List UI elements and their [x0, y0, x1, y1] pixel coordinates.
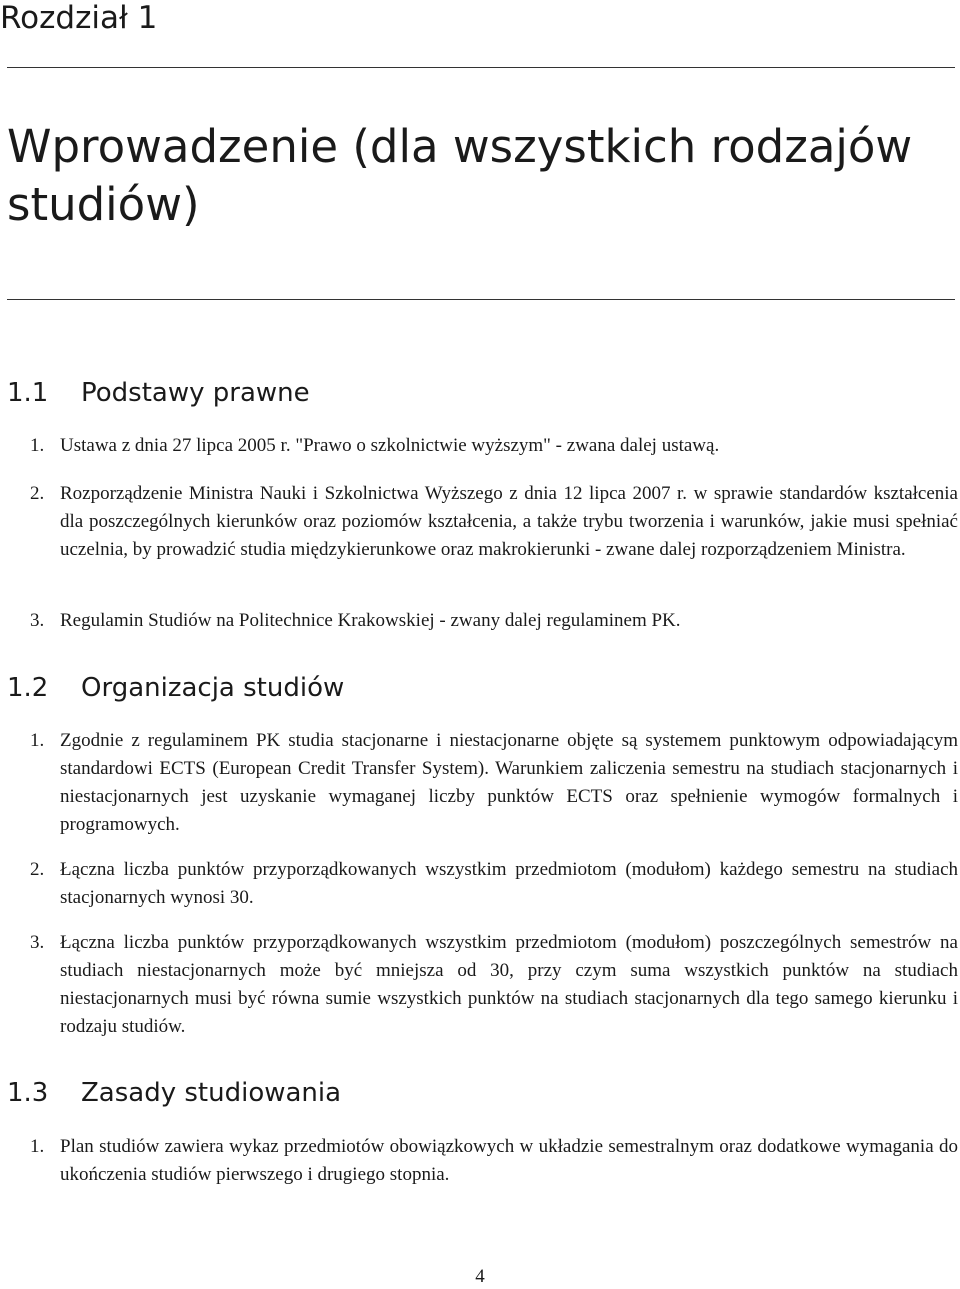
top-rule [7, 67, 955, 68]
list-item [30, 607, 958, 635]
chapter-title: Wprowadzenie (dla wszystkich rodzajów studiów) [7, 120, 913, 231]
section-title: Zasady studiowania [81, 1078, 342, 1108]
item-number: 3. [30, 610, 45, 631]
item-number: 1. [30, 730, 45, 751]
list-item [30, 929, 958, 1041]
section-number: 1.1 [7, 378, 49, 408]
item-number: 2. [30, 483, 45, 504]
page-number: 4 [475, 1266, 485, 1287]
list-item [30, 432, 958, 460]
list-item [30, 1133, 958, 1189]
item-text: Rozporządzenie Ministra Nauki i Szkolnictwa Wyższego z dnia 12 lipca 2007 r. w sprawie standardów kształcenia dla poszczególnych kierunków oraz poziomów kształcenia, a także trybu tworzenia i warunków, jakie musi spełniać uczelnia, by prowadzić studia międzykierunkowe oraz makrokierunki - zwane dalej rozporządzeniem Ministra. [60, 483, 958, 560]
section-heading-1-1 [7, 377, 310, 409]
item-text: Zgodnie z regulaminem PK studia stacjonarne i niestacjonarne objęte są systemem punktowym odpowiadającym standardowi ECTS (European Credit Transfer System). Warunkiem zaliczenia semestru na studiach stacjonarnych i niestacjonarnych jest uzyskanie wymaganej liczby punktów ECTS oraz spełnienie wymogów formalnych i programowych. [60, 730, 958, 835]
list-item [30, 727, 958, 839]
section-title: Organizacja studiów [81, 673, 345, 703]
list-item [30, 480, 958, 564]
section-heading-1-3 [7, 1077, 341, 1109]
item-text: Ustawa z dnia 27 lipca 2005 r. "Prawo o szkolnictwie wyższym" - zwana dalej ustawą. [60, 435, 720, 456]
item-text: Regulamin Studiów na Politechnice Krakowskiej - zwany dalej regulaminem PK. [60, 610, 681, 631]
item-number: 1. [30, 1136, 45, 1157]
bottom-rule [7, 299, 955, 300]
section-heading-1-2 [7, 672, 344, 704]
section-number: 1.2 [7, 673, 49, 703]
item-number: 1. [30, 435, 45, 456]
chapter-label: Rozdział 1 [0, 0, 158, 36]
item-text: Łączna liczba punktów przyporządkowanych wszystkim przedmiotom (modułom) poszczególnych semestrów na studiach niestacjonarnych może być mniejsza od 30, przy czym suma wszystkich punktów na studiach niestacjonarnych musi być równa sumie wszystkich punktów na studiach stacjonarnych dla tego samego kierunku i rodzaju studiów. [60, 932, 958, 1037]
item-text: Plan studiów zawiera wykaz przedmiotów obowiązkowych w układzie semestralnym oraz dodatkowe wymagania do ukończenia studiów pierwszego i drugiego stopnia. [60, 1136, 958, 1185]
item-number: 3. [30, 932, 45, 953]
section-title: Podstawy prawne [81, 378, 310, 408]
list-item [30, 856, 958, 912]
item-number: 2. [30, 859, 45, 880]
section-number: 1.3 [7, 1078, 49, 1108]
item-text: Łączna liczba punktów przyporządkowanych wszystkim przedmiotom (modułom) każdego semestru na studiach stacjonarnych wynosi 30. [60, 859, 958, 908]
